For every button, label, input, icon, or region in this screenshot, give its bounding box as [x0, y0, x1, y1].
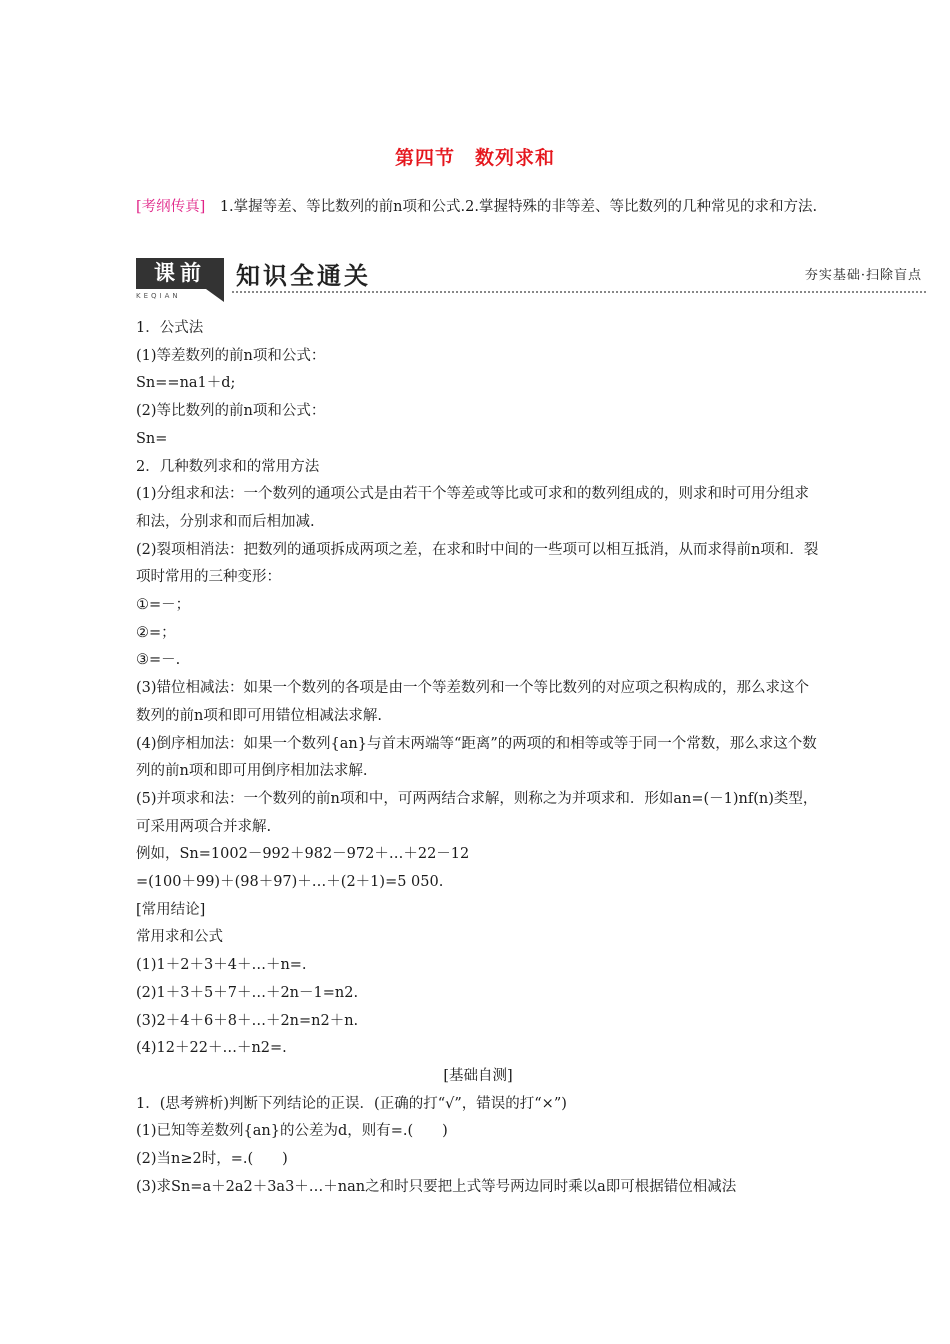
text-line: (3)求Sn=a＋2a2＋3a3＋…＋nan之和时只要把上式等号两边同时乘以a即可根据错位相减法: [136, 1178, 737, 1195]
syllabus-tag: [考纲传真]: [136, 199, 206, 215]
text-line: ②=；: [136, 624, 176, 641]
text-line: [常用结论]: [136, 901, 206, 918]
text-line: ①=－；: [136, 597, 191, 614]
text-line: (3)2＋4＋6＋8＋…＋2n=n2＋n.: [136, 1012, 359, 1029]
text-line: Sn=: [136, 430, 168, 447]
text-line: 1．(思考辨析)判断下列结论的正误．(正确的打“√”，错误的打“×”): [136, 1095, 567, 1112]
page-title: 第四节 数列求和: [394, 147, 555, 169]
banner-subtitle: KEQIAN: [136, 292, 181, 300]
text-line: (2)1＋3＋5＋7＋…＋2n－1=n2.: [136, 984, 359, 1001]
banner-heading: 知识全通关: [236, 262, 371, 290]
text-line: (5)并项求和法：一个数列的前n项和中，可两两结合求解，则称之为并项求和．形如an=(－1)nf(n)类型，可采用两项合并求解.: [136, 790, 818, 835]
text-line: (2)裂项相消法：把数列的通项拆成两项之差，在求和时中间的一些项可以相互抵消，从而求得前n项和．裂项时常用的三种变形：: [136, 541, 819, 586]
section-banner: [136, 258, 926, 304]
text-line: (1)分组求和法：一个数列的通项公式是由若干个等差或等比或可求和的数列组成的，则求和时可用分组求和法，分别求和而后相加减.: [136, 486, 810, 530]
text-line: =(100＋99)＋(98＋97)＋…＋(2＋1)=5 050.: [136, 874, 444, 891]
text-line: (3)错位相减法：如果一个数列的各项是由一个等差数列和一个等比数列的对应项之积构成的，那么求这个数列的前n项和即可用错位相减法求解.: [136, 680, 810, 724]
text-line: (2)当n≥2时，=.( ): [136, 1151, 288, 1168]
text-line: (4)12＋22＋…＋n2=.: [136, 1040, 287, 1057]
text-line: (1)等差数列的前n项和公式：: [136, 347, 326, 364]
syllabus-paragraph: [136, 194, 820, 221]
syllabus-text: 1.掌握等差、等比数列的前n项和公式.2.掌握特殊的非等差、等比数列的几种常见的求和方法.: [205, 199, 818, 215]
text-line: (1)已知等差数列{an}的公差为d，则有=.( ): [136, 1123, 448, 1140]
text-line: ③=－.: [136, 652, 181, 669]
banner-corner-shape: [206, 289, 224, 302]
banner-slogan: 夯实基础·扫除盲点: [804, 268, 922, 283]
section-label: [基础自测]: [443, 1067, 513, 1084]
text-line: 例如，Sn=1002－992＋982－972＋…＋22－12: [136, 846, 470, 863]
banner-badge: 课前: [136, 258, 224, 289]
text-line: (4)倒序相加法：如果一个数列{an}与首末两端等“距离”的两项的和相等或等于同一个常数，那么求这个数列的前n项和即可用倒序相加法求解.: [136, 735, 817, 780]
text-line: (1)1＋2＋3＋4＋…＋n=.: [136, 957, 307, 974]
text-line: Sn==na1＋d;: [136, 375, 236, 392]
text-line: (2)等比数列的前n项和公式：: [136, 403, 326, 420]
document-body: [136, 315, 820, 1202]
text-line: 常用求和公式: [136, 929, 223, 946]
banner-divider: [232, 291, 926, 293]
text-line: 2．几种数列求和的常用方法: [136, 458, 320, 475]
text-line: 1．公式法: [136, 320, 204, 336]
